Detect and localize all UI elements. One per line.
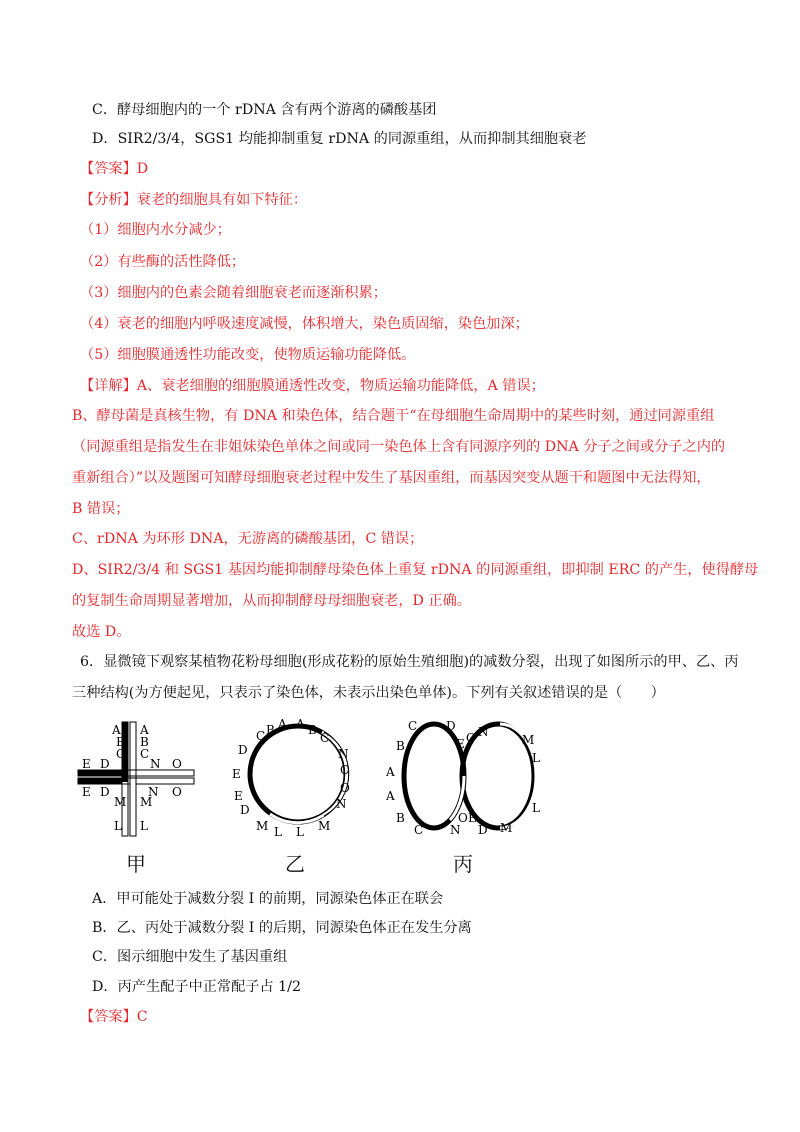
svg-text:O: O	[340, 763, 350, 777]
svg-text:E: E	[456, 737, 465, 751]
svg-text:L: L	[274, 825, 282, 839]
svg-text:A: A	[278, 717, 287, 731]
analysis	[80, 190, 307, 210]
caption-yi: 乙	[285, 852, 305, 876]
svg-text:B: B	[140, 735, 149, 749]
question-6-line-2: 三种结构(为方便起见，只表示了染色体，未表示出染色单体)。下列有关叙述错误的是（ ）	[72, 685, 665, 701]
feature-2: （2）有些酶的活性降低；	[80, 254, 246, 270]
svg-text:L: L	[532, 801, 540, 815]
svg-text:B: B	[116, 735, 125, 749]
svg-text:E: E	[468, 811, 477, 825]
option-c: C．酵母细胞内的一个 rDNA 含有两个游离的磷酸基团	[92, 102, 437, 118]
svg-text:A: A	[386, 789, 395, 803]
caption-bing: 丙	[453, 852, 473, 876]
answer-value: D	[136, 161, 149, 177]
svg-text:M: M	[140, 795, 153, 809]
svg-text:M: M	[522, 733, 535, 747]
answer-2-value: C	[136, 1009, 148, 1025]
svg-text:D: D	[238, 743, 248, 757]
svg-text:A: A	[296, 717, 305, 731]
svg-text:C: C	[408, 719, 418, 733]
svg-text:B: B	[308, 723, 317, 737]
svg-text:C: C	[256, 729, 266, 743]
svg-text:A: A	[386, 765, 395, 779]
option-6d: D．丙产生配子中正常配子占 1/2	[92, 979, 301, 995]
detail-b-4: B 错误；	[72, 501, 130, 517]
detail-b-3: 重新组合）”以及题图可知酵母细胞衰老过程中发生了基因重组，而基因突变从题干和题图中无法得知，	[72, 470, 711, 486]
svg-text:B: B	[396, 811, 405, 825]
caption-jia: 甲	[126, 852, 146, 876]
svg-text:C: C	[414, 823, 424, 837]
answer-2-tag: 【答案】	[80, 1009, 137, 1025]
answer-tag: 【答案】	[80, 161, 137, 177]
svg-text:E: E	[82, 757, 91, 771]
svg-text:L: L	[114, 819, 122, 833]
svg-text:D: D	[446, 719, 456, 733]
detail-b-2: （同源重组是指发生在非姐妹染色单体之间或同一染色体上含有同源序列的 DNA 分子之间或分子之内的	[72, 439, 726, 455]
svg-text:C: C	[116, 747, 126, 761]
detail-d-2: 的复制生命周期显著增加，从而抑制酵母母细胞衰老，D 正确。	[72, 593, 471, 609]
chromosome-figure	[70, 712, 590, 882]
svg-text:O: O	[340, 781, 350, 795]
conclusion: 故选 D。	[72, 624, 131, 640]
detail-d-1: D、SIR2/3/4 和 SGS1 基因均能抑制酵母染色体上重复 rDNA 的同源重组，即抑制 ERC 的产生，使得酵母	[72, 562, 759, 578]
svg-text:D: D	[100, 785, 110, 799]
svg-text:A: A	[112, 723, 121, 737]
question-6-line-1: 6．显微镜下观察某植物花粉母细胞(形成花粉的原始生殖细胞)的减数分裂，出现了如图所示的甲、乙、丙	[80, 654, 739, 670]
svg-text:O: O	[466, 731, 476, 745]
svg-text:C: C	[320, 731, 330, 745]
feature-4: （4）衰老的细胞内呼吸速度减慢，体积增大，染色质固缩，染色加深；	[80, 316, 529, 332]
svg-text:N: N	[450, 823, 461, 837]
feature-1: （1）细胞内水分减少；	[80, 222, 231, 238]
svg-text:A: A	[140, 723, 149, 737]
svg-text:M: M	[256, 819, 269, 833]
svg-text:N: N	[150, 757, 161, 771]
detail-tag: 【详解】	[80, 378, 137, 394]
svg-text:M: M	[500, 821, 513, 835]
svg-text:B: B	[266, 723, 275, 737]
analysis-tag: 【分析】	[80, 192, 137, 208]
svg-text:N: N	[338, 747, 349, 761]
svg-text:N: N	[478, 725, 489, 739]
svg-text:M: M	[114, 795, 127, 809]
figure-jia	[78, 722, 194, 836]
answer-1	[80, 159, 148, 179]
option-d: D．SIR2/3/4，SGS1 均能抑制重复 rDNA 的同源重组，从而抑制其细胞衰老	[92, 131, 587, 147]
svg-text:E: E	[234, 789, 243, 803]
svg-text:D: D	[478, 823, 488, 837]
svg-text:C: C	[140, 747, 150, 761]
svg-text:O: O	[172, 757, 182, 771]
svg-text:O: O	[458, 811, 468, 825]
detail-c: C、rDNA 为环形 DNA，无游离的磷酸基团，C 错误；	[72, 531, 424, 547]
svg-text:L: L	[296, 825, 304, 839]
svg-text:N: N	[148, 785, 159, 799]
answer-2	[80, 1007, 148, 1027]
svg-text:D: D	[240, 803, 250, 817]
detail	[80, 376, 545, 396]
feature-5: （5）细胞膜通透性功能改变，使物质运输功能降低。	[80, 347, 416, 363]
detail-a: A、衰老细胞的细胞膜通透性改变，物质运输功能降低，A 错误；	[136, 378, 545, 394]
analysis-text: 衰老的细胞具有如下特征：	[136, 192, 308, 208]
svg-text:B: B	[396, 739, 405, 753]
option-6c: C．图示细胞中发生了基因重组	[92, 949, 288, 965]
svg-text:N: N	[336, 797, 347, 811]
svg-text:D: D	[100, 757, 110, 771]
detail-b-1: B、酵母菌是真核生物，有 DNA 和染色体，结合题干“在母细胞生命周期中的某些时刻，通过同源重组	[72, 408, 715, 424]
svg-text:L: L	[532, 751, 540, 765]
feature-3: （3）细胞内的色素会随着细胞衰老而逐渐积累；	[80, 285, 387, 301]
svg-text:L: L	[140, 819, 148, 833]
svg-text:E: E	[82, 785, 91, 799]
svg-text:M: M	[318, 819, 331, 833]
svg-text:O: O	[172, 785, 182, 799]
option-6b: B．乙、丙处于减数分裂 I 的后期，同源染色体正在发生分离	[92, 920, 472, 936]
option-6a: A．甲可能处于减数分裂 I 的前期，同源染色体正在联会	[92, 891, 444, 907]
svg-text:E: E	[232, 767, 241, 781]
chromosome-diagram	[70, 712, 590, 852]
